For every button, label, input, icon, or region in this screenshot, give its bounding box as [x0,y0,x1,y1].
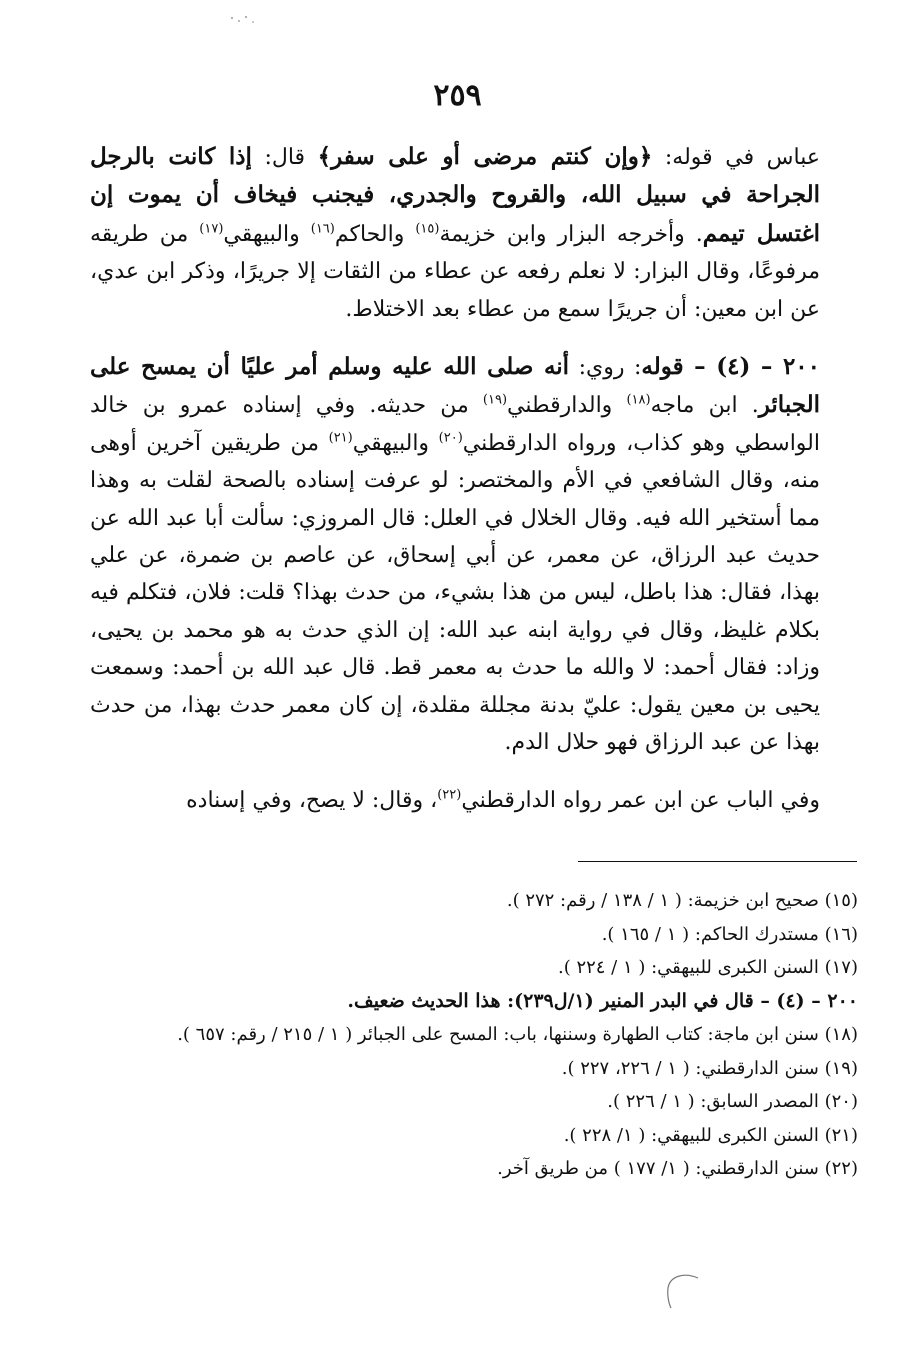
text-segment: ﴿وإن كنتم مرضى أو على سفر﴾ [317,143,653,170]
text-segment: إذا كانت بالرجل الجراحة في سبيل الله، والقروح والجدري، فيجنب فيخاف أن يموت إن اغتسل تيمم [90,143,820,247]
paragraph [90,138,820,328]
footnote-reference: (١٥) [415,221,440,237]
footnote-reference: (١٨) [626,393,651,409]
text-segment: وفي الباب عن ابن عمر رواه الدارقطني [461,787,820,813]
text-segment: والحاكم [334,221,416,247]
text-segment: من طريقين آخرين أوهى منه، وقال الشافعي في الأم والمختصر: لو عرفت إسناده بالصحة لقلت به وهذا مما أستخير الله فيه. وقال الخلال في العلل: قال المروزي: سألت أبا عبد الله عن حديث عبد الرزاق، عن معمر، عن أبي إسحاق، عن عاصم بن ضمرة، عن علي بهذا، فقال: هذا باطل، ليس من هذا بشيء، من حدث بهذا؟ قلت: فلان، فتكلم فيه بكلام غليظ، وقال في رواية ابنه عبد الله: إن الذي حدث به هو محمد بن يحيى، وزاد: فقال أحمد: لا والله ما حدث به معمر قط. قال عبد الله بن أحمد: وسمعت يحيى بن معين يقول: عليّ بدنة مجللة مقلدة، إن كان معمر حدث بهذا، من حدث بهذا عن عبد الرزاق فهو حلال الدم. [90,430,820,756]
footnote-reference: (١٦) [310,221,335,237]
text-segment: : روي: [569,355,642,381]
footnote-reference: (١٩) [482,393,508,409]
footnote-reference: (٢١) [328,430,353,446]
text-segment: من حديثه. وفي إسناده عمرو بن خالد الواسطي وهو كذاب، ورواه الدارقطني [90,393,820,456]
paragraph [90,348,820,761]
scan-speck [222,10,262,30]
footnote-divider [578,861,857,862]
footnote: ٢٠٠ – (٤) – قال في البدر المنير (١/ل٢٣٩): هذا الحديث ضعيف. [347,989,858,1012]
text-segment: . وأخرجه البزار وابن خزيمة [439,221,703,247]
footnote: (٢٠) المصدر السابق: ( ١ / ٢٢٦ ). [607,1091,858,1112]
footnote: (١٨) سنن ابن ماجة: كتاب الطهارة وسننها، باب: المسح على الجبائر ( ١ / ٢١٥ / رقم: ٦٥٧ ). [177,1024,858,1045]
footnote-reference: (٢٠) [438,430,463,446]
text-segment: والبيهقي [352,430,439,456]
text-segment: من طريقه مرفوعًا، وقال البزار: لا نعلم رفعه عن عطاء من الثقات إلا جريرًا، وذكر ابن عدي، عن ابن معين: أن جريرًا سمع من عطاء بعد الاختلاط. [90,221,820,322]
pencil-mark [660,1270,702,1310]
footnote-reference: (١٧) [199,221,224,237]
text-segment: ٢٠٠ – (٤) – قوله [641,353,820,381]
footnote: (١٩) سنن الدارقطني: ( ١ / ٢٢٦، ٢٢٧ ). [561,1057,858,1079]
footnote-reference: (٢٢) [437,787,462,803]
footnote: (٢٢) سنن الدارقطني: ( ١/ ١٧٧ ) من طريق آخر. [497,1158,858,1179]
footnote: (١٦) مستدرك الحاكم: ( ١ / ١٦٥ ). [601,923,858,945]
footnote: (١٥) صحيح ابن خزيمة: ( ١ / ١٣٨ / رقم: ٢٧٢ ). [506,890,858,911]
footnote: (١٧) السنن الكبرى للبيهقي: ( ١ / ٢٢٤ ). [557,957,858,978]
text-segment: والبيهقي [223,221,311,247]
text-segment: ، وقال: لا يصح، وفي إسناده [186,787,438,813]
text-segment: والدارقطني [507,393,627,419]
main-text [90,138,820,819]
page-number: ٢٥٩ [433,78,482,113]
text-segment: عباس في قوله: [652,145,820,170]
footnote: (٢١) السنن الكبرى للبيهقي: ( ١/ ٢٢٨ ). [563,1124,858,1146]
text-segment: . ابن ماجه [650,393,759,419]
text-segment: قال: [251,145,318,170]
text-segment: أنه صلى الله عليه وسلم أمر عليًا أن يمسح على الجبائر [90,353,821,419]
footnotes [90,884,858,1186]
paragraph [90,782,820,819]
